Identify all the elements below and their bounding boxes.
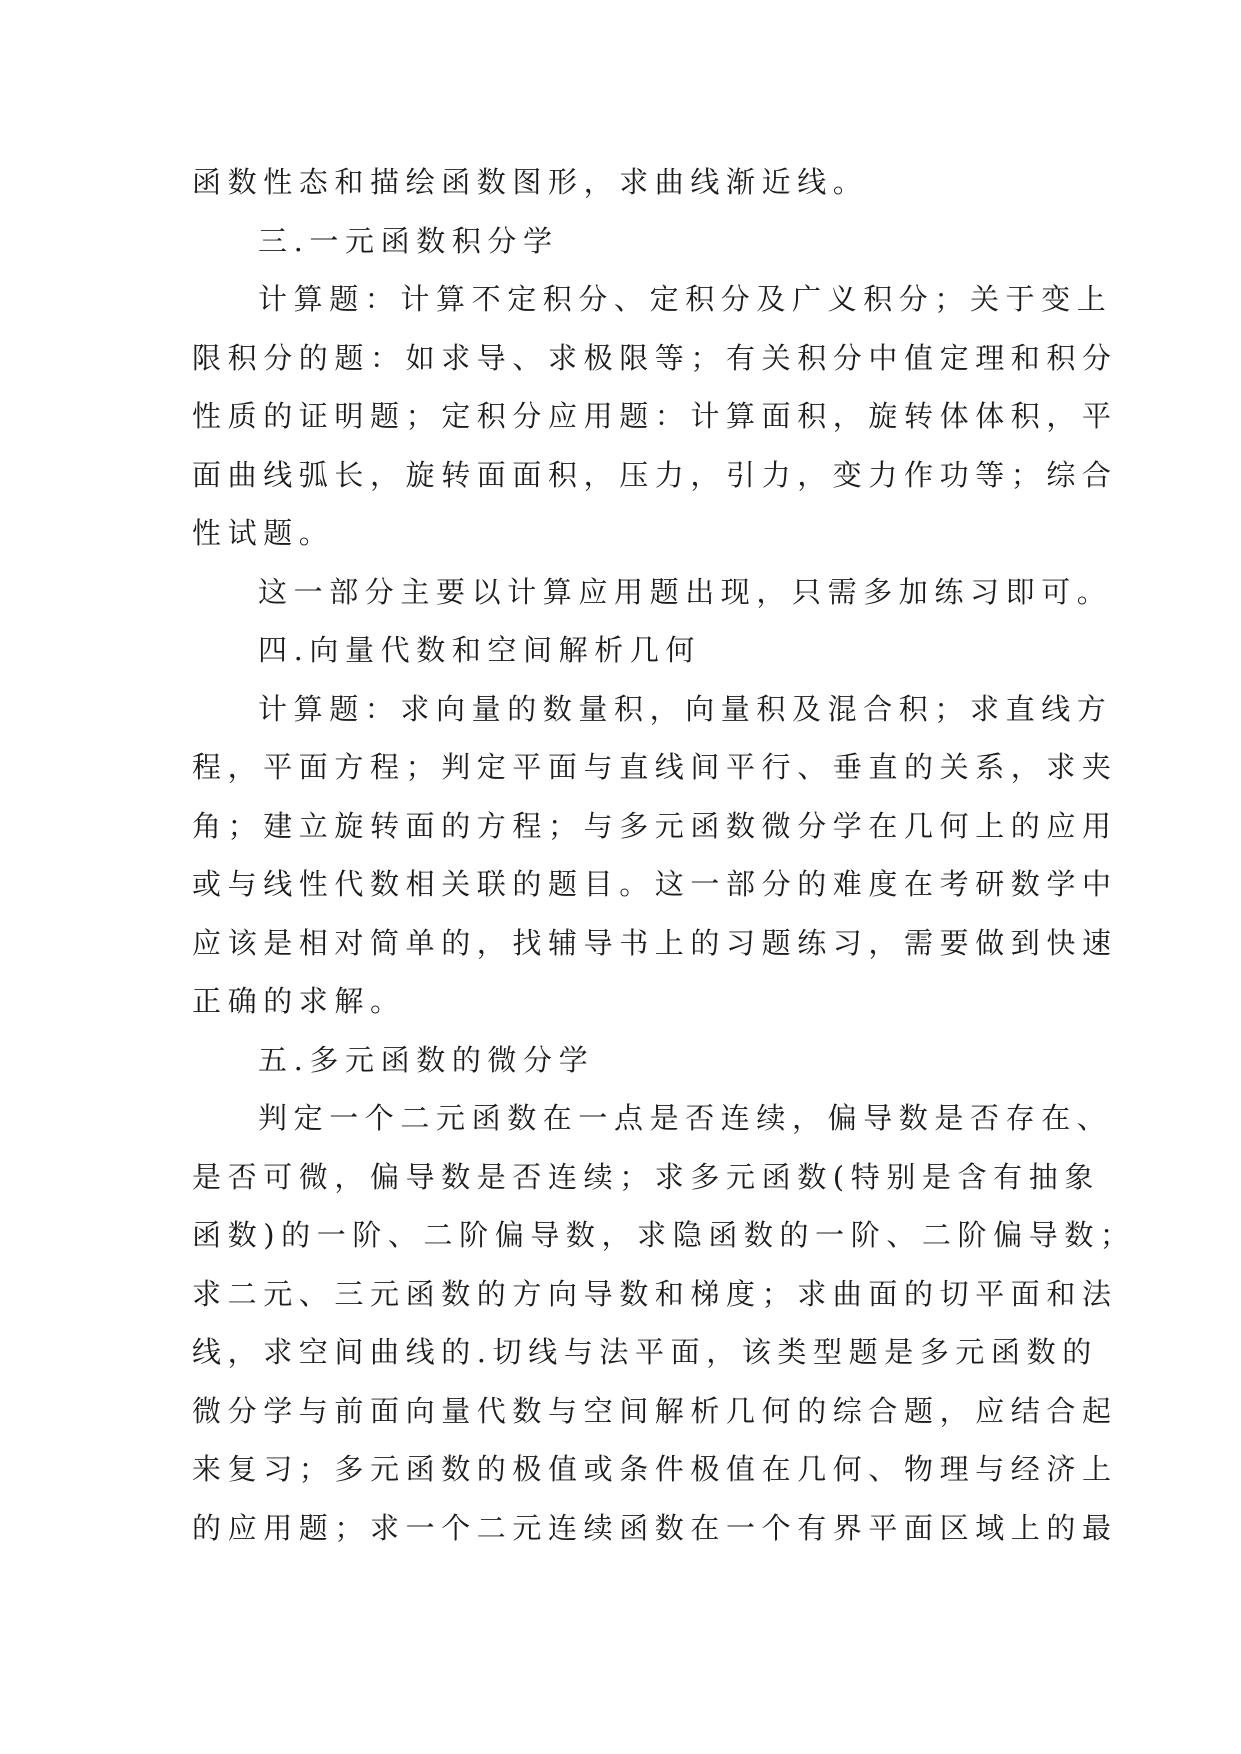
text-line: 或与线性代数相关联的题目。这一部分的难度在考研数学中 (192, 867, 1118, 901)
text-line: 是否可微，偏导数是否连续；求多元函数(特别是含有抽象 (192, 1159, 1100, 1194)
text-line: 这一部分主要以计算应用题出现，只需多加练习即可。 (258, 574, 1113, 609)
text-line: 限积分的题：如求导、求极限等；有关积分中值定理和积分 (192, 340, 1118, 375)
text-line: 程，平面方程；判定平面与直线间平行、垂直的关系，求夹 (192, 750, 1118, 784)
text-line: 面曲线弧长，旋转面面积，压力，引力，变力作功等；综合 (192, 457, 1118, 492)
text-line: 角；建立旋转面的方程；与多元函数微分学在几何上的应用 (192, 808, 1118, 843)
text-line: 三.一元函数积分学 (258, 223, 559, 258)
text-line: 函数)的一阶、二阶偏导数，求隐函数的一阶、二阶偏导数； (192, 1218, 1136, 1252)
text-line: 计算题：求向量的数量积，向量积及混合积；求直线方 (258, 691, 1113, 726)
text-line: 函数性态和描绘函数图形，求曲线渐近线。 (192, 165, 869, 199)
text-line: 四.向量代数和空间解析几何 (258, 633, 702, 667)
body-text (192, 153, 1136, 1557)
text-line: 线，求空间曲线的.切线与法平面，该类型题是多元函数的 (192, 1335, 1098, 1369)
text-line: 性质的证明题；定积分应用题：计算面积，旋转体体积，平 (192, 399, 1118, 433)
text-line: 微分学与前面向量代数与空间解析几何的综合题，应结合起 (192, 1393, 1118, 1428)
text-line: 计算题：计算不定积分、定积分及广义积分；关于变上 (258, 282, 1113, 316)
text-line: 来复习；多元函数的极值或条件极值在几何、物理与经济上 (192, 1452, 1118, 1486)
text-line: 性试题。 (192, 516, 335, 550)
text-line: 五.多元函数的微分学 (258, 1042, 595, 1077)
text-line: 求二元、三元函数的方向导数和梯度；求曲面的切平面和法 (192, 1276, 1118, 1311)
text-line: 正确的求解。 (192, 984, 406, 1018)
text-line: 判定一个二元函数在一点是否连续，偏导数是否存在、 (258, 1101, 1113, 1135)
text-line: 应该是相对简单的，找辅导书上的习题练习，需要做到快速 (192, 925, 1118, 960)
text-line: 的应用题；求一个二元连续函数在一个有界平面区域上的最 (192, 1510, 1118, 1545)
